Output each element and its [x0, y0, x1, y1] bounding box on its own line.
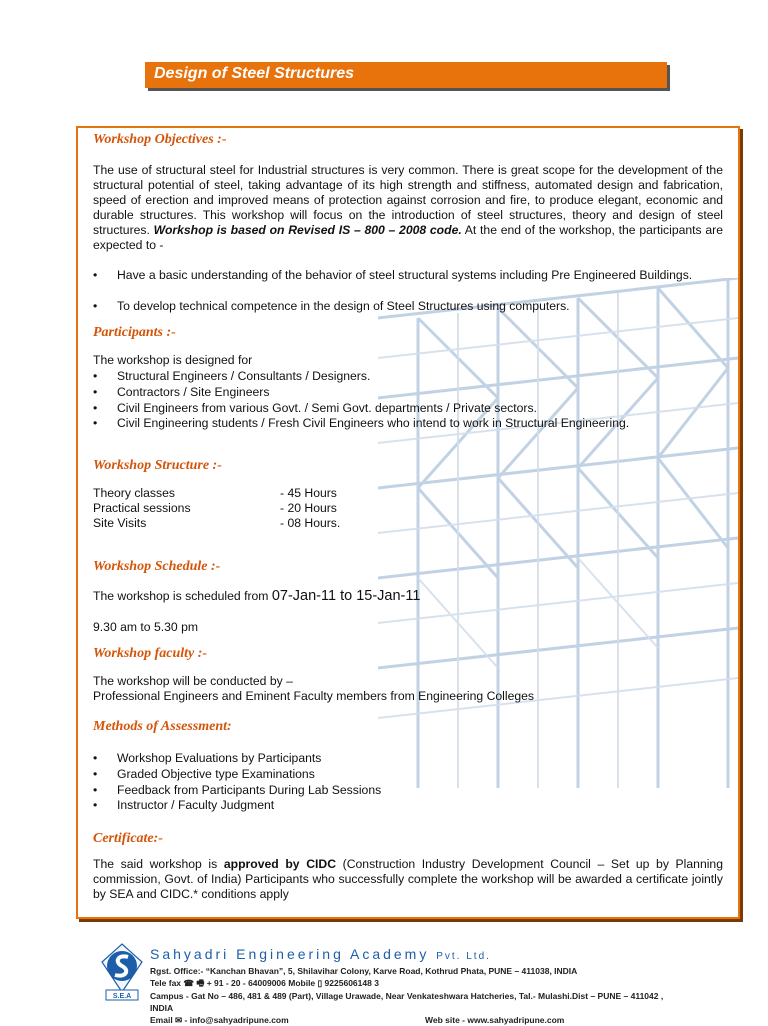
structure-value: - 45 Hours	[280, 486, 337, 500]
bullet-icon: •	[93, 416, 98, 430]
campus-country: INDIA	[150, 1003, 174, 1013]
bullet-icon: •	[93, 751, 98, 765]
registered-office: Rgst. Office:- “Kanchan Bhavan”, 5, Shilavihar Colony, Karve Road, Kothrud Phata, PUNE – 411038, INDIA	[150, 966, 578, 976]
structure-label: Site Visits	[93, 516, 147, 530]
footer	[100, 940, 760, 1024]
email[interactable]: Email ✉ - info@sahyadripune.com	[150, 1015, 289, 1025]
bullet-icon: •	[93, 268, 98, 282]
sea-logo	[100, 942, 144, 1002]
bullet-icon: •	[93, 798, 98, 812]
participants-intro: The workshop is designed for	[93, 353, 253, 367]
structure-label: Practical sessions	[93, 501, 191, 515]
certificate-heading: Certificate:-	[93, 831, 163, 846]
objectives-tail: At the end of the workshop, the participants are expected to -	[93, 223, 723, 252]
cidc-approval: approved by CIDC	[223, 857, 337, 871]
code-note: Workshop is based on Revised IS – 800 – 2008 code.	[153, 223, 462, 237]
page-title: Design of Steel Structures	[154, 65, 355, 82]
title-bar	[145, 62, 667, 88]
schedule-heading: Workshop Schedule :-	[93, 559, 221, 574]
academy-name: Sahyadri Engineering Academy Pvt. Ltd.	[150, 946, 491, 962]
website[interactable]: Web site - www.sahyadripune.com	[425, 1015, 565, 1025]
structure-heading: Workshop Structure :-	[93, 458, 222, 473]
structure-value: - 08 Hours.	[280, 516, 341, 530]
objectives-intro: The use of structural steel for Industrial structures is very common. There is great scope for the development of the structural potential of steel, taking advantage of its high strength and stiffness, automated design and fabrication, speed of erection and improved means of protection against corrosion and fire, to produce elegant, economic and durable structures. This workshop will focus on the introduction of steel structures, theory and design of steel structures.	[93, 163, 723, 237]
schedule-time: 9.30 am to 5.30 pm	[93, 620, 199, 634]
assessment-heading: Methods of Assessment:	[93, 719, 232, 734]
structure-value: - 20 Hours	[280, 501, 337, 515]
objectives-heading: Workshop Objectives :-	[93, 132, 227, 147]
telephone: Tele fax ☎ 🖷 + 91 - 20 - 64009006 Mobile ▯ 9225606148 3	[150, 978, 379, 988]
bullet-icon: •	[93, 385, 98, 399]
svg-text:S.E.A: S.E.A	[112, 993, 132, 1000]
faculty-heading: Workshop faculty :-	[93, 646, 208, 661]
structure-label: Theory classes	[93, 486, 175, 500]
schedule-dates: 07-Jan-11 to 15-Jan-11	[271, 588, 421, 604]
schedule-line: The workshop is scheduled from 07-Jan-11 to 15-Jan-11	[93, 588, 421, 604]
certificate-paragraph: The said workshop is approved by CIDC (Construction Industry Development Council – Set up by Planning commission, Govt. of India) Participants who successfully complete the workshop will be awarded a certificate jointly by SEA and CIDC.* conditions apply	[93, 857, 723, 901]
participants-heading: Participants :-	[93, 325, 176, 340]
faculty-line-2: Professional Engineers and Eminent Faculty members from Engineering Colleges	[93, 689, 534, 703]
bullet-icon: •	[93, 767, 98, 781]
campus-address: Campus - Gat No – 486, 481 & 489 (Part), Village Urawade, Near Venkateshwara Hatcheries, Tal.- Mulashi.Dist – PUNE – 411042 ,	[150, 991, 664, 1001]
bullet-icon: •	[93, 783, 98, 797]
content-panel: Workshop Objectives :- The use of structural steel for Industrial structures is very common. There is great scope for the development of the structural potential of steel, taking advantage of its high strength and stiffness, automated design and fabrication, speed of erection and improved means of protection against corrosion and fire, to produce elegant, economic and durable structures. This workshop will focus on the introduction of steel structures, theory and design of steel structures. Workshop is based on Revised IS – 800 – 2008 code. At the end of the workshop, the participants are expected to - • Have a basic understanding of the behavior of steel structural systems including Pre Engineered Buildings. • To develop technical competence in the design of Steel Structures using computers. Participants :- The workshop is designed for • Structural Engineers / Consultants / Designers. • Contractors / Site Engineers • Civil Engineers from various Govt. / Semi Govt. departments / Private sectors. • Civil Engineering students / Fresh Civil Engineers who intend to work in Structural Engineering. Workshop Structure :- Theory classes - 45 Hours Practical sessions - 20 Hours Site Visits - 08 Hours. Workshop Schedule :- The workshop is scheduled from 07-Jan-11 to 15-Jan-11 9.30 am to 5.30 pm Workshop faculty :- The workshop will be conducted by – Professional Engineers and Eminent Faculty members from Engineering Colleges Methods of Assessment: • Workshop Evaluations by Participants • Graded Objective type Examinations • Feedback from Participants During Lab Sessions • Instructor / Faculty Judgment Certificate:- The said workshop is approved by CIDC (Construction Industry Development Council – Set up by Planning commission, Govt. of India) Participants who successfully complete the workshop will be awarded a certificate jointly by SEA and CIDC.* conditions apply	[76, 126, 740, 919]
steel-structure-background	[378, 278, 738, 788]
objectives-paragraph	[93, 163, 723, 253]
faculty-line-1: The workshop will be conducted by –	[93, 674, 293, 688]
bullet-icon: •	[93, 299, 98, 313]
bullet-icon: •	[93, 369, 98, 383]
bullet-icon: •	[93, 401, 98, 415]
